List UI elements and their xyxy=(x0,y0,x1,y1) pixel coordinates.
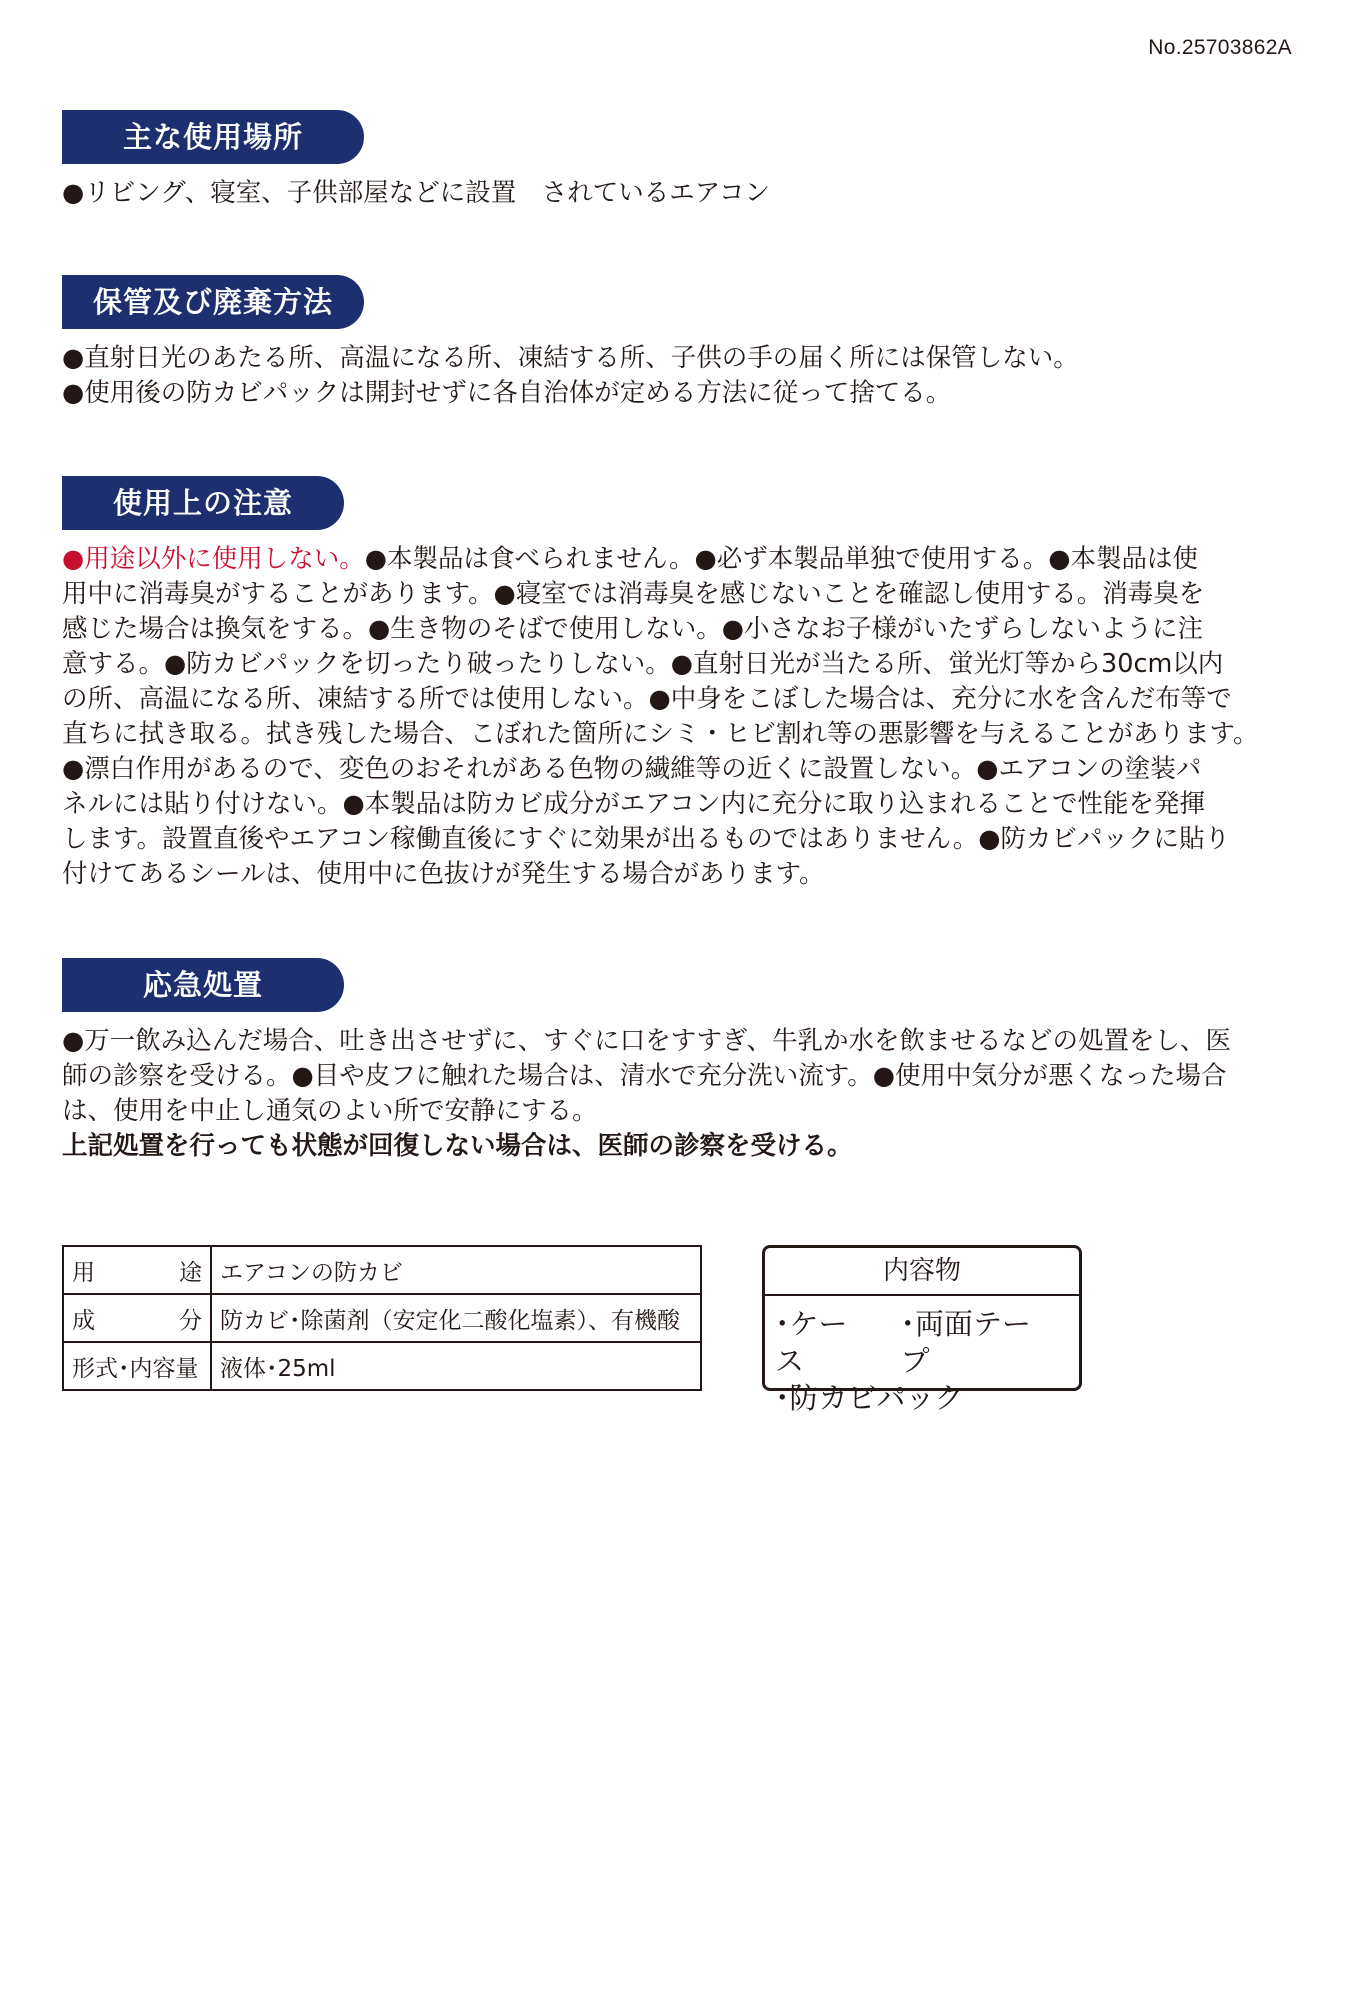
list-item: ･両面テープ xyxy=(900,1307,1031,1378)
section-title: 使用上の注意 xyxy=(112,486,293,520)
text-line: ●漂白作用があるので、変色のおそれがある色物の繊維等の近くに設置しない。●エアコンの塗装パ xyxy=(62,754,1202,784)
spec-value: 防カビ･除菌剤（安定化二酸化塩素）、有機酸 xyxy=(211,1294,701,1342)
text-fragment: ●本製品は食べられません。●必ず本製品単独で使用する。●本製品は使 xyxy=(364,544,1199,574)
text-line: ネルには貼り付けない。●本製品は防カビ成分がエアコン内に充分に取り込まれることで性能を発揮 xyxy=(62,789,1205,819)
section-usage-location xyxy=(62,110,1292,211)
table-row xyxy=(63,1342,701,1390)
bold-notice: 上記処置を行っても状態が回復しない場合は、医師の診察を受ける。 xyxy=(62,1131,853,1161)
section-first-aid xyxy=(62,958,1292,1164)
spec-value: エアコンの防カビ xyxy=(211,1246,701,1294)
section-title: 主な使用場所 xyxy=(122,120,303,154)
text-line: します。設置直後やエアコン稼働直後にすぐに効果が出るものではありません。●防カビパックに貼り xyxy=(62,824,1230,854)
section-body xyxy=(62,341,1292,411)
spec-key xyxy=(63,1246,211,1294)
text-line: ●使用後の防カビパックは開封せずに各自治体が定める方法に従って捨てる。 xyxy=(62,378,952,408)
contents-box xyxy=(762,1245,1082,1415)
text-line: ●リビング、寝室、子供部屋などに設置 されているエアコン xyxy=(62,178,770,208)
section-storage-disposal xyxy=(62,275,1292,411)
text-line: は、使用を中止し通気のよい所で安静にする。 xyxy=(62,1096,598,1126)
spec-value: 液体･25ml xyxy=(211,1342,701,1390)
spec-key-part: 分 xyxy=(179,1307,202,1334)
list-item: ･ケース xyxy=(775,1307,848,1378)
section-title-tab xyxy=(62,275,364,329)
section-title-tab xyxy=(62,110,364,164)
list-item: ･防カビパック xyxy=(775,1381,964,1415)
text-line: ●直射日光のあたる所、高温になる所、凍結する所、子供の手の届く所には保管しない。 xyxy=(62,343,1079,373)
section-precautions xyxy=(62,476,1292,892)
text-line: 直ちに拭き取る。拭き残した場合、こぼれた箇所にシミ・ヒビ割れ等の悪影響を与えることがあります。 xyxy=(62,719,1259,749)
spec-key-part: 成 xyxy=(72,1307,95,1334)
spec-table xyxy=(62,1245,702,1391)
table-row xyxy=(63,1246,701,1294)
text-line xyxy=(62,542,1292,577)
section-body xyxy=(62,176,1292,211)
text-line: 師の診察を受ける。●目や皮フに触れた場合は、清水で充分洗い流す。●使用中気分が悪くなった場合 xyxy=(62,1061,1227,1091)
text-line: 付けてあるシールは、使用中に色抜けが発生する場合があります。 xyxy=(62,859,825,889)
spec-key-part: 形式･内容量 xyxy=(72,1355,199,1382)
spec-key xyxy=(63,1342,211,1390)
section-title-tab xyxy=(62,958,344,1012)
section-title-tab xyxy=(62,476,344,530)
text-line: 意する。●防カビパックを切ったり破ったりしない。●直射日光が当たる所、蛍光灯等から30cm以内 xyxy=(62,649,1224,679)
text-line: ●万一飲み込んだ場合、吐き出させずに、すぐに口をすすぎ、牛乳か水を飲ませるなどの処置をし、医 xyxy=(62,1026,1231,1056)
spec-key-part: 用 xyxy=(72,1259,95,1286)
section-body xyxy=(62,542,1292,892)
product-number: No.25703862A xyxy=(1148,36,1292,59)
warning-text: ●用途以外に使用しない。 xyxy=(62,544,365,574)
contents-list xyxy=(765,1296,1079,1417)
table-row xyxy=(63,1294,701,1342)
spec-key-part: 途 xyxy=(179,1259,202,1286)
text-line: の所、高温になる所、凍結する所では使用しない。●中身をこぼした場合は、充分に水を含んだ布等で xyxy=(62,684,1232,714)
spec-key xyxy=(63,1294,211,1342)
contents-title: 内容物 xyxy=(765,1248,1079,1296)
text-line: 感じた場合は換気をする。●生き物のそばで使用しない。●小さなお子様がいたずらしないように注 xyxy=(62,614,1204,644)
section-body xyxy=(62,1024,1292,1164)
text-line: 用中に消毒臭がすることがあります。●寝室では消毒臭を感じないことを確認し使用する。消毒臭を xyxy=(62,579,1205,609)
section-title: 応急処置 xyxy=(142,968,263,1002)
section-title: 保管及び廃棄方法 xyxy=(92,285,333,319)
